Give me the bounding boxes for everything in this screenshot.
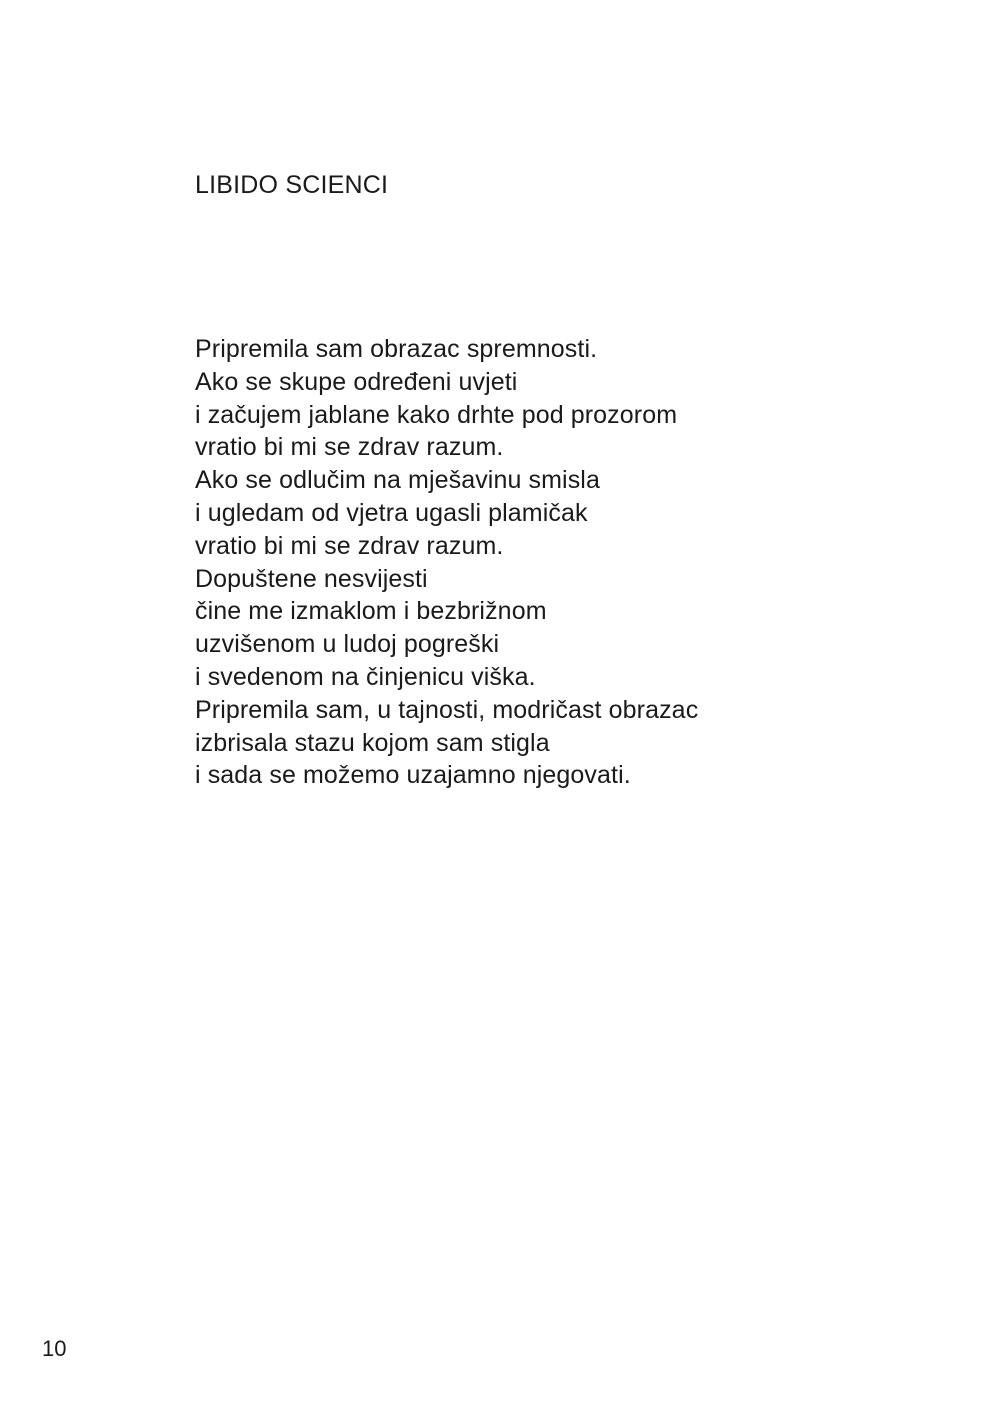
poem-line: Ako se odlučim na mješavinu smisla bbox=[195, 466, 600, 495]
poem-line: Ako se skupe određeni uvjeti bbox=[195, 367, 518, 396]
poem-line: i ugledam od vjetra ugasli plamičak bbox=[195, 498, 588, 527]
poem-line: Pripremila sam obrazac spremnosti. bbox=[195, 335, 598, 363]
page-number: 10 bbox=[42, 1336, 67, 1361]
poem-title: LIBIDO SCIENCI bbox=[195, 171, 389, 199]
poem-line: Dopuštene nesvijesti bbox=[195, 564, 428, 593]
poem-line: i sada se možemo uzajamno njegovati. bbox=[195, 761, 631, 790]
poem-line: i svedenom na činjenicu viška. bbox=[195, 662, 536, 691]
poem-line: uzvišenom u ludoj pogreški bbox=[195, 630, 500, 659]
poem-line: Pripremila sam, u tajnosti, modričast obrazac bbox=[195, 695, 699, 724]
poem-line: i začujem jablane kako drhte pod prozorom bbox=[195, 400, 678, 429]
poem-line: vratio bi mi se zdrav razum. bbox=[195, 433, 504, 462]
poem-line: izbrisala stazu kojom sam stigla bbox=[195, 728, 550, 757]
poem-line: vratio bi mi se zdrav razum. bbox=[195, 531, 504, 560]
poem-line: čine me izmaklom i bezbrižnom bbox=[195, 597, 547, 626]
poem-body bbox=[195, 333, 698, 792]
